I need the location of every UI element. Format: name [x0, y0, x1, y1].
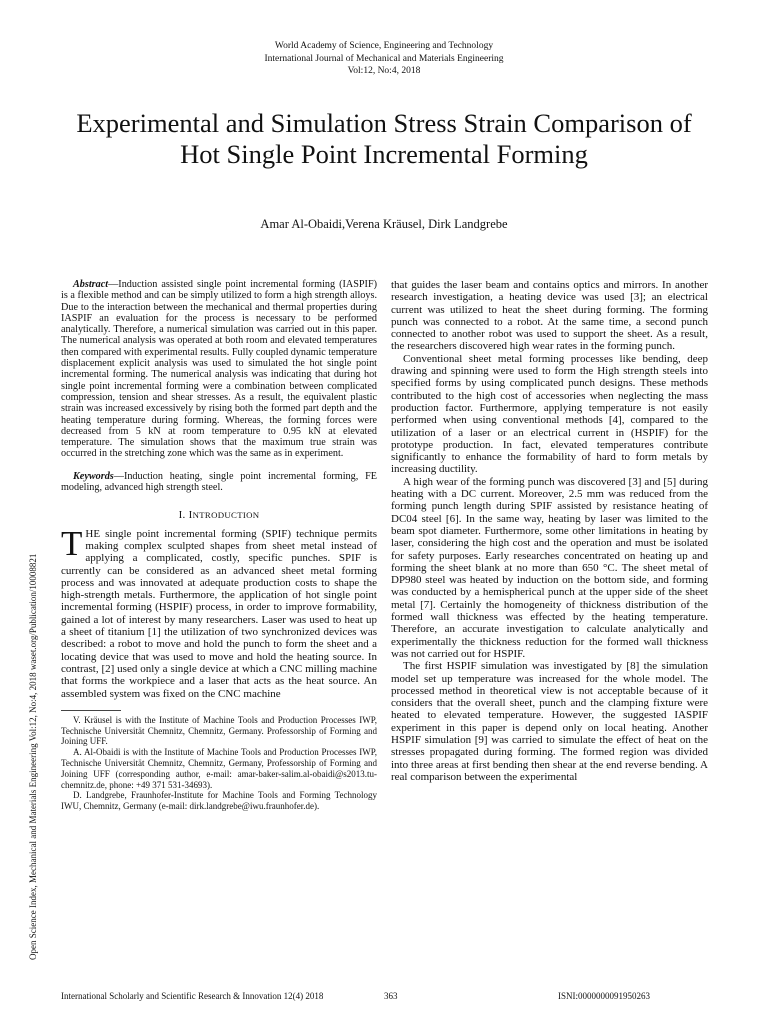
section-heading [61, 509, 377, 521]
keywords-label: Keywords [73, 470, 114, 482]
footnote: A. Al-Obaidi is with the Institute of Machine Tools and Production Processes IWP, Technische Universität Chemnitz, Chemnitz, Germany, Professorship of Forming and Joining UFF (corresponding author, e-mail: amar-baker-salim.al-obaidi@s2013.tu-chemnitz.de, phone: +49 371 531-34693). [61, 747, 377, 790]
footnote: D. Landgrebe, Fraunhofer-Institute for Machine Tools and Forming Technology IWU, Chemnitz, Germany (e-mail: dirk.landgrebe@iwu.fraunhofer.de). [61, 790, 377, 812]
footnote-divider [61, 710, 121, 711]
body-paragraph: A high wear of the forming punch was discovered [3] and [5] during heating with a DC current. Moreover, 2.5 mm was reduced from the forming punch length during SPIF assisted by resistance heating of DC04 steel [6]. In the same way, heating by laser was limited to the beam spot diameter. Furthermore, some other limitations in heating by laser, considering the high cost and the operation and must be isolated for safety purposes. Early researches concentrated on heating up and forming the sheet blank at no more than 650 °C. The sheet metal of DP980 steel was heated by induction on the bottom side, and forming was conducted by a hemispherical punch at the upper side of the sheet metal [7]. Certainly the homogeneity of thickness distribution of the formed wall thickness was effected by the heating temperature. Therefore, an accurate investigation to calculate analytically and experimentally the thickness reduction for the formed wall thickness was not carried out for HSPIF. [391, 475, 708, 660]
left-column [61, 279, 377, 812]
journal-header-line: International Journal of Mechanical and Materials Engineering [264, 53, 504, 64]
abstract-label: Abstract [73, 279, 109, 290]
footnote: V. Kräusel is with the Institute of Machine Tools and Production Processes IWP, Technische Universität Chemnitz, Chemnitz, Germany. Professorship of Forming and Joining UFF. [61, 714, 377, 747]
body-paragraph: that guides the laser beam and contains optics and mirrors. In another research investigation, a heating device was used [3]; an electrical current was utilized to heat the sheet during forming. The forming punch was connected to a robot. At the same time, a second punch connected to another robot was used to support the sheet. As a result, the researchers discovered high wear rates in the forming punch. [391, 279, 708, 353]
author-list: Amar Al-Obaidi,Verena Kräusel, Dirk Landgrebe [260, 217, 508, 231]
abstract-text: —Induction assisted single point incremental forming (IASPIF) is a flexible method and can be simply utilized to form a high strength alloys. Due to the interaction between the mechanical and thermal properties during IASPIF an evaluation for the process is necessary to be performed analytically. Therefore, a numerical simulation was carried out in this paper. The numerical analysis was operated at both room and elevated temperatures then compared with experimental results. Fully coupled dynamic temperature displacement explicit analysis was used to simulated the hot single point incremental forming. The numerical analysis was indicating that during hot single point incremental forming were a combination between complicated compression, tension and shear stresses. As a result, the equivalent plastic strain was increased excessively by rising both the formed part depth and the heating temperature during forming. Whereas, the forming forces were decreased from 5 kN at room temperature to 0.95 kN at elevated temperature. The simulation shows that the maximum true strain was occurred in the stretching zone which was the same as in experiment. [61, 279, 377, 460]
intro-paragraph [61, 523, 377, 700]
page-number: 363 [384, 991, 398, 1001]
sidebar-citation: Open Science Index, Mechanical and Materials Engineering Vol:12, No:4, 2018 waset.org/Publication/10008821 [28, 553, 38, 960]
section-heading-number: I. I [178, 509, 193, 522]
intro-text: HE single point incremental forming (SPIF) technique permits making complex sculpted shapes from sheet metal instead of applying a complicated, costly, specific punches. SPIF is currently can be considered as an advanced sheet metal forming process and was innovated at adequate production costs to shape the high-strength metals. Furthermore, the application of hot single point incremental forming (HSPIF) process, in order to improve formability, gained a lot of interest by many researchers. Laser was used to heat up a sheet of titanium [1] the utilization of two synchronized devices was described: a robot to move and hold the punch to form the sheet and a locating device that was used to move and hold the heating source. In contrast, [2] used only a single device at which a CNC milling machine that forms the workpiece and a laser that acts as the heat source. An assembled system was fixed on the CNC machine [61, 527, 377, 700]
section-heading-rest: NTRODUCTION [192, 510, 260, 521]
footnotes [61, 715, 377, 812]
body-paragraph: Conventional sheet metal forming processes like bending, deep drawing and spinning were used to form the High strength steels into specified forms by using complicated punch designs. These methods contributed to the high cost of accessories when neglecting the mass production factor. Furthermore, applying temperature is not easily performed when using conventional methods [4], compared to the utilization of a laser or an electrical current in (HSPIF) for the prototype production. In fact, elevated temperatures contribute significantly to enhance the formability of hard to form metals by increasing ductility. [391, 352, 708, 476]
journal-header [0, 40, 768, 78]
journal-header-line: Vol:12, No:4, 2018 [347, 66, 421, 76]
right-column [391, 279, 708, 783]
journal-header-line: World Academy of Science, Engineering and Technology [274, 41, 494, 51]
abstract [61, 279, 377, 460]
footer-publisher: International Scholarly and Scientific Research & Innovation 12(4) 2018 [61, 991, 324, 1001]
paper-title: Experimental and Simulation Stress Strain Comparison of Hot Single Point Incremental Forming [76, 108, 692, 169]
body-paragraph: The first HSPIF simulation was investigated by [8] the simulation model set up temperature was increased for the whole model. The processed method in theoretical view is not acceptable because of it considers that the overall sheet, punch and the clamping fixture were heated to elevated temperature. However, the suggested IASPIF experiment in this paper is depend only on local heating. Another HSPIF simulation [9] was carried to simulate the effect of heat on the stresses propagated during forming. The formed region was divided into three areas at first bending then shear at the end reverse bending. A real comparison between the experimental [391, 660, 708, 783]
dropcap: T [61, 523, 83, 563]
keywords [61, 471, 377, 494]
keywords-text: —Induction heating, single point incremental forming, FE modeling, advanced high strength steel. [61, 470, 377, 494]
footer-isni: ISNI:0000000091950263 [558, 991, 650, 1001]
